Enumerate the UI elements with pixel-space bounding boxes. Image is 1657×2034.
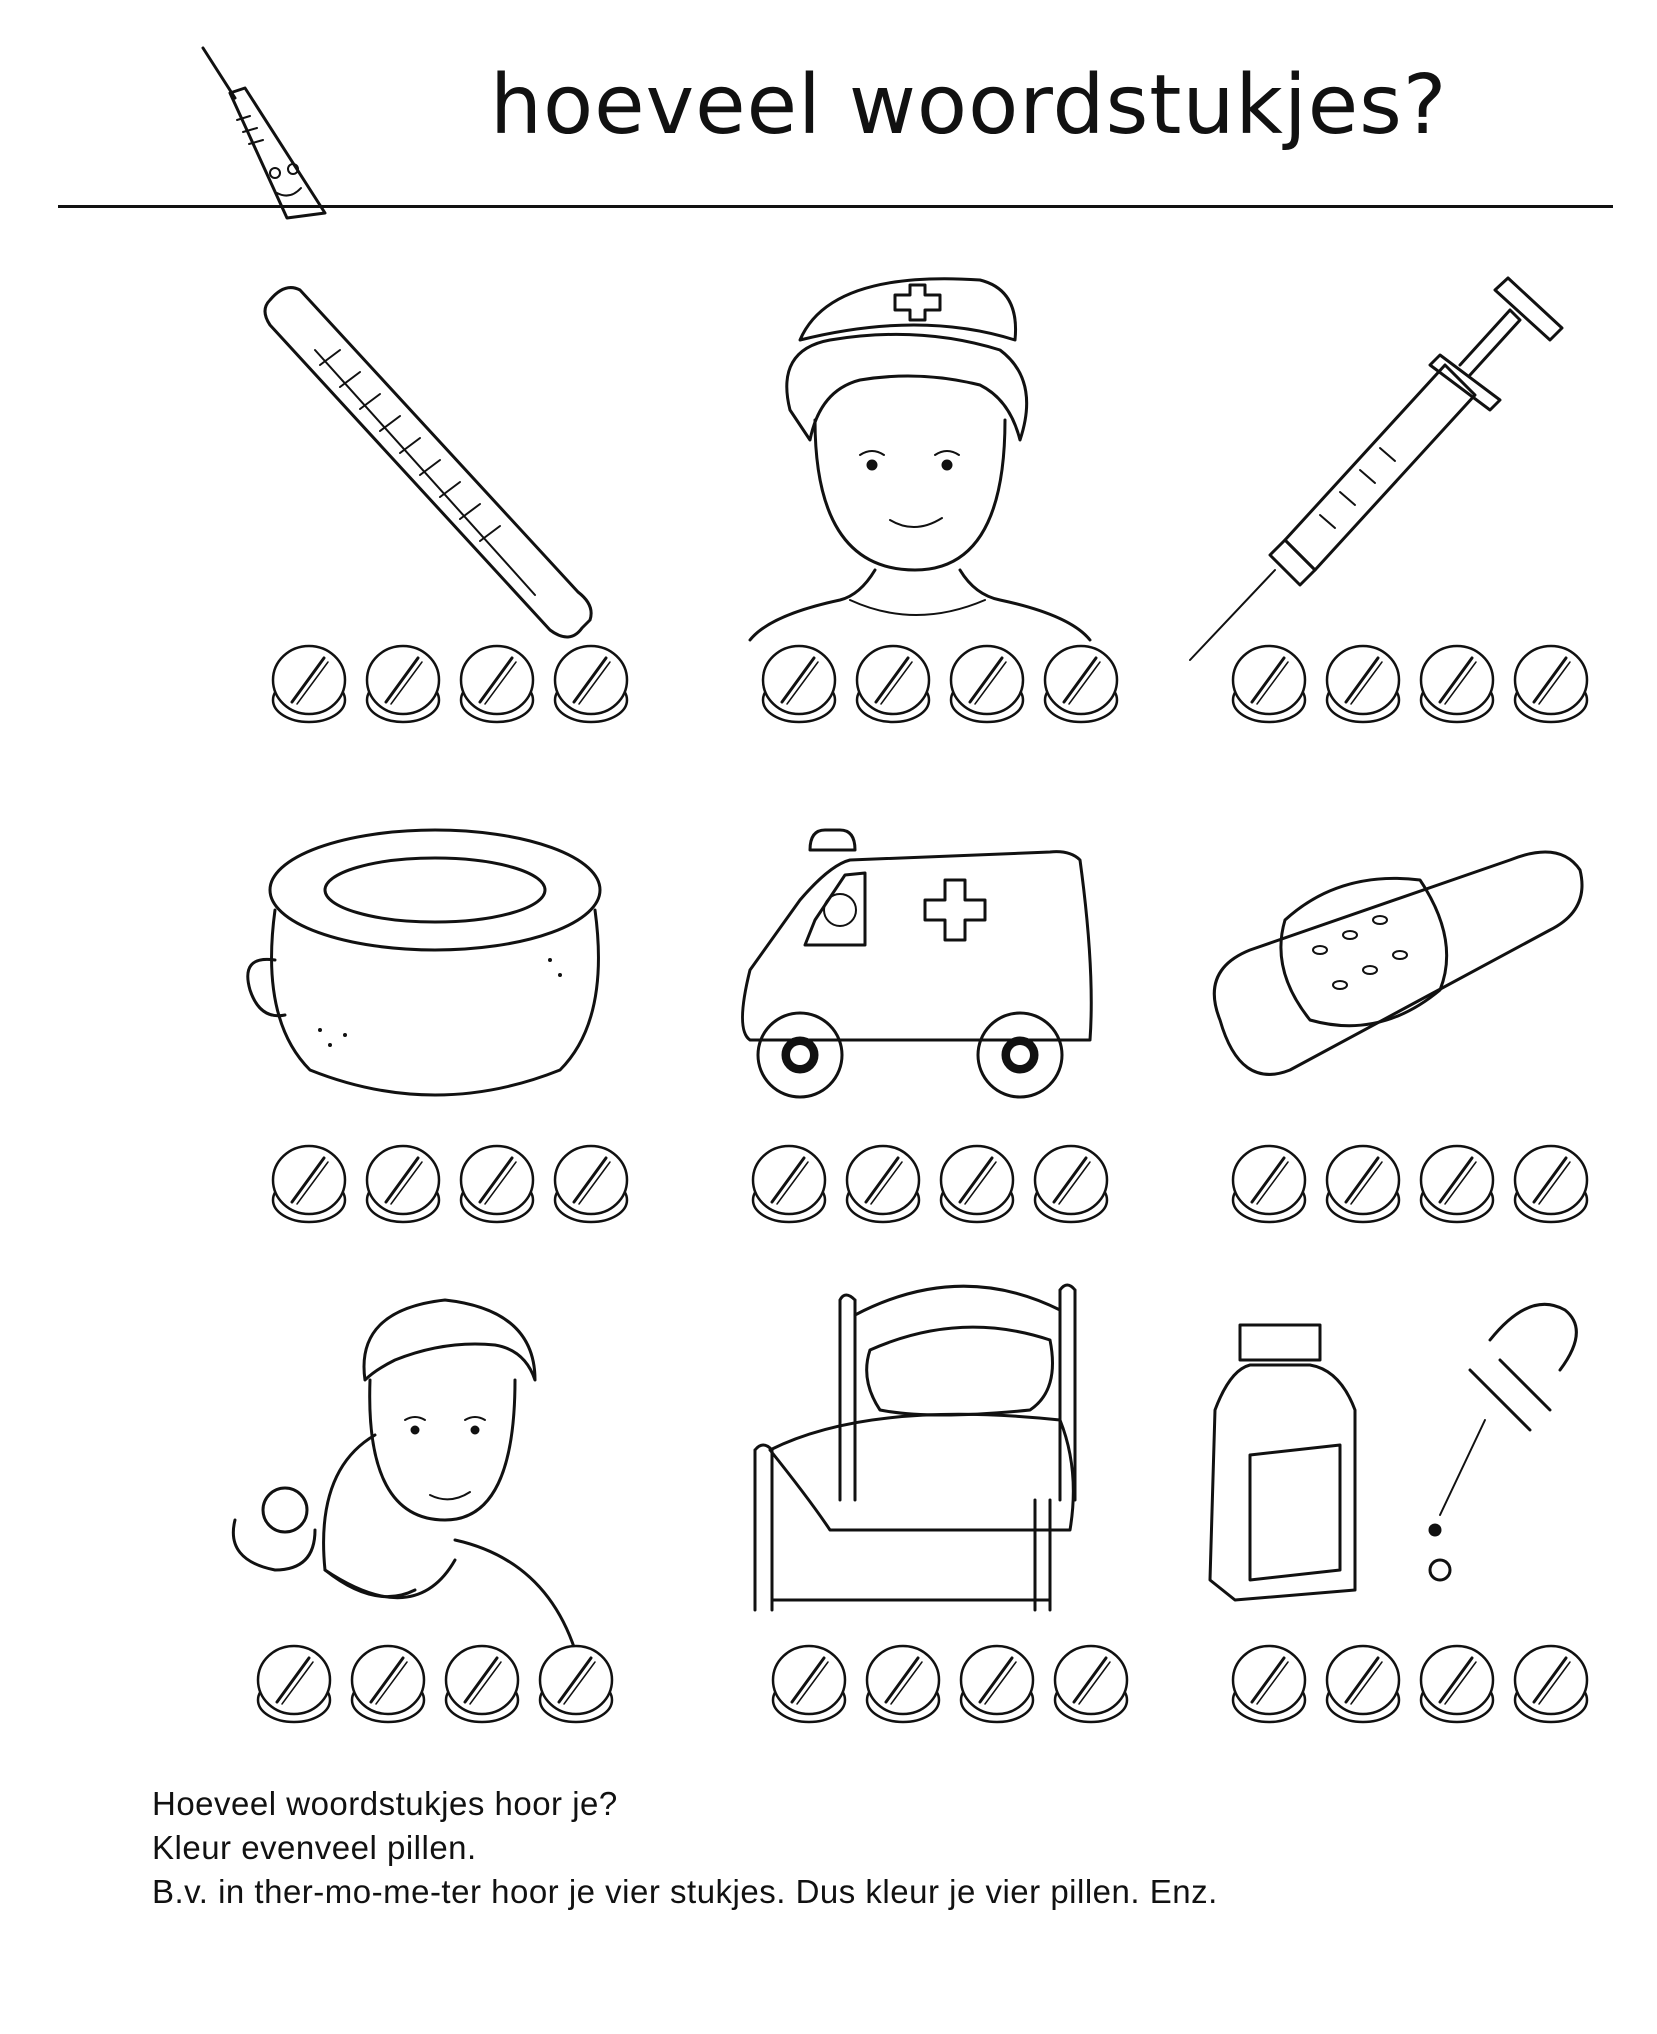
pill-icon[interactable] (864, 1640, 942, 1726)
pill-icon[interactable] (1230, 640, 1308, 726)
pill-icon[interactable] (255, 1640, 333, 1726)
picture-cell-medicine (1190, 1270, 1610, 1710)
pill-icon[interactable] (770, 1640, 848, 1726)
ambulance-icon (710, 770, 1130, 1140)
picture-cell-bed (730, 1270, 1150, 1710)
nurse-icon (720, 270, 1140, 640)
picture-cell-potty (230, 770, 650, 1210)
pill-icon[interactable] (443, 1640, 521, 1726)
pill-row (1230, 1640, 1590, 1730)
pill-icon[interactable] (1418, 1640, 1496, 1726)
pill-row (770, 1640, 1130, 1730)
picture-cell-bandage (1190, 770, 1610, 1210)
pill-icon[interactable] (364, 1140, 442, 1226)
syringe-icon (1190, 270, 1610, 640)
pill-icon[interactable] (1512, 640, 1590, 726)
pill-icon[interactable] (270, 640, 348, 726)
pill-icon[interactable] (458, 640, 536, 726)
pill-icon[interactable] (1324, 1140, 1402, 1226)
bandage-icon (1190, 770, 1610, 1140)
pill-row (760, 640, 1120, 730)
title-divider (58, 205, 1613, 208)
pill-icon[interactable] (750, 1140, 828, 1226)
pill-icon[interactable] (854, 640, 932, 726)
pill-icon[interactable] (364, 640, 442, 726)
pill-icon[interactable] (760, 640, 838, 726)
pill-icon[interactable] (537, 1640, 615, 1726)
pill-row (1230, 640, 1590, 730)
pill-icon[interactable] (948, 640, 1026, 726)
picture-cell-doctor (215, 1270, 635, 1710)
syringe-mascot-icon (195, 48, 350, 218)
pill-icon[interactable] (1512, 1140, 1590, 1226)
pill-row (1230, 1140, 1590, 1230)
instructions (152, 1782, 1218, 1914)
pill-icon[interactable] (1324, 1640, 1402, 1726)
pill-row (750, 1140, 1110, 1230)
picture-cell-ambulance (710, 770, 1130, 1210)
picture-cell-thermometer (230, 270, 650, 710)
instruction-line-3: B.v. in ther-mo-me-ter hoor je vier stukjes. Dus kleur je vier pillen. Enz. (152, 1873, 1218, 1910)
pill-icon[interactable] (844, 1140, 922, 1226)
pill-row (270, 1140, 630, 1230)
pill-icon[interactable] (1042, 640, 1120, 726)
page-title: hoeveel woordstukjes? (490, 58, 1448, 153)
pill-row (270, 640, 630, 730)
pill-icon[interactable] (1324, 640, 1402, 726)
doctor-icon (215, 1270, 635, 1640)
pill-icon[interactable] (458, 1140, 536, 1226)
instruction-line-1: Hoeveel woordstukjes hoor je? (152, 1785, 618, 1822)
pill-icon[interactable] (1230, 1140, 1308, 1226)
pill-icon[interactable] (1230, 1640, 1308, 1726)
pill-icon[interactable] (938, 1140, 1016, 1226)
thermometer-icon (230, 270, 650, 640)
instruction-line-2: Kleur evenveel pillen. (152, 1829, 477, 1866)
picture-cell-syringe (1190, 270, 1610, 710)
pill-icon[interactable] (1512, 1640, 1590, 1726)
picture-cell-nurse (720, 270, 1140, 710)
pill-icon[interactable] (270, 1140, 348, 1226)
pill-icon[interactable] (958, 1640, 1036, 1726)
pill-icon[interactable] (1418, 640, 1496, 726)
pill-icon[interactable] (1052, 1640, 1130, 1726)
medicine-bottle-icon (1190, 1270, 1610, 1640)
pill-icon[interactable] (552, 640, 630, 726)
pill-icon[interactable] (349, 1640, 427, 1726)
pill-icon[interactable] (552, 1140, 630, 1226)
pill-icon[interactable] (1032, 1140, 1110, 1226)
potty-icon (230, 770, 650, 1140)
pill-row (255, 1640, 615, 1730)
bed-icon (730, 1270, 1150, 1640)
pill-icon[interactable] (1418, 1140, 1496, 1226)
